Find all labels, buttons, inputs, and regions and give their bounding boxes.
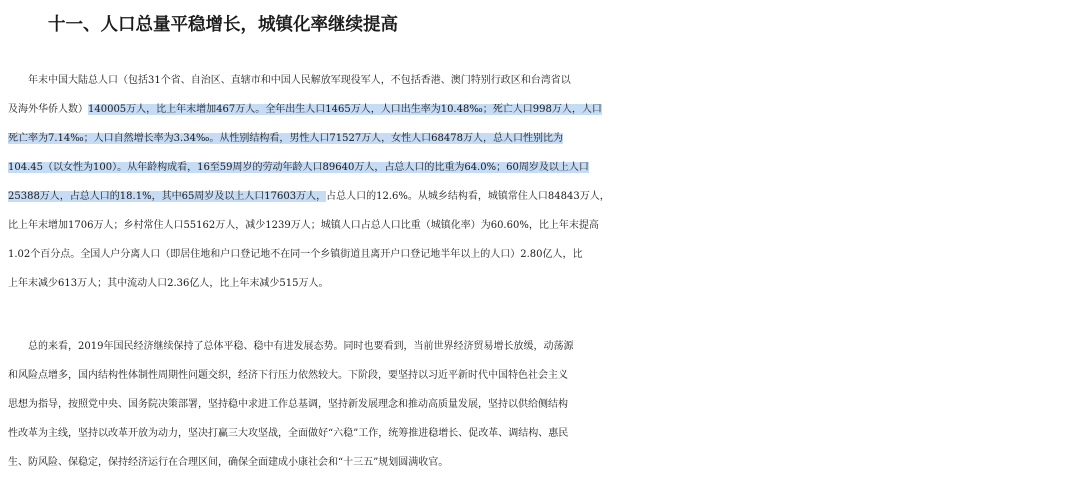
text-line xyxy=(8,332,1078,361)
text-segment: 及海外华侨人数） xyxy=(8,104,88,115)
highlighted-text-segment[interactable]: 140005万人，比上年末增加467万人。全年出生人口1465万人，人口出生率为10.48‰；死亡人口998万人，人口 xyxy=(88,104,602,115)
text-line xyxy=(8,240,1078,269)
text-line xyxy=(8,361,1078,390)
text-line xyxy=(8,211,1078,240)
text-line xyxy=(8,269,1078,298)
text-segment: 总的来看，2019年国民经济继续保持了总体平稳、稳中有进发展态势。同时也要看到，当前世界经济贸易增长放缓，动荡源 xyxy=(8,341,574,352)
text-line xyxy=(8,95,1078,124)
text-line xyxy=(8,182,1078,211)
text-line xyxy=(8,390,1078,419)
text-segment: 比上年末增加1706万人；乡村常住人口55162万人，减少1239万人；城镇人口占总人口比重（城镇化率）为60.60%，比上年末提高 xyxy=(8,220,599,231)
text-line xyxy=(8,448,1078,477)
text-segment: 性改革为主线，坚持以改革开放为动力，坚决打赢三大攻坚战，全面做好“六稳”工作，统筹推进稳增长、促改革、调结构、惠民 xyxy=(8,428,569,439)
text-line xyxy=(8,66,1078,95)
section-heading: 十一、人口总量平稳增长，城镇化率继续提高 xyxy=(48,15,398,35)
text-segment: 生、防风险、保稳定，保持经济运行在合理区间，确保全面建成小康社会和“十三五”规划圆满收官。 xyxy=(8,457,449,468)
text-line xyxy=(8,124,1078,153)
text-segment: 思想为指导，按照党中央、国务院决策部署，坚持稳中求进工作总基调，坚持新发展理念和推动高质量发展，坚持以供给侧结构 xyxy=(8,399,568,410)
highlighted-text-segment[interactable]: 死亡率为7.14‰；人口自然增长率为3.34‰。从性别结构看，男性人口71527万人，女性人口68478万人，总人口性别比为 xyxy=(8,133,563,144)
text-segment: 1.02个百分点。全国人户分离人口（即居住地和户口登记地不在同一个乡镇街道且离开户口登记地半年以上的人口）2.80亿人，比 xyxy=(8,249,583,260)
paragraph-summary xyxy=(8,332,1078,477)
text-line xyxy=(8,419,1078,448)
text-segment: 和风险点增多，国内结构性体制性周期性问题交织，经济下行压力依然较大。下阶段，要坚持以习近平新时代中国特色社会主义 xyxy=(8,370,568,381)
text-segment: 占总人口的12.6%。从城乡结构看，城镇常住人口84843万人， xyxy=(326,191,610,202)
highlighted-text-segment[interactable]: 104.45（以女性为100）。从年龄构成看，16至59周岁的劳动年龄人口89640万人，占总人口的比重为64.0%；60周岁及以上人口 xyxy=(8,162,589,173)
text-segment: 年末中国大陆总人口（包括31个省、自治区、直辖市和中国人民解放军现役军人，不包括香港、澳门特别行政区和台湾省以 xyxy=(8,75,571,86)
paragraph-population xyxy=(8,66,1078,298)
text-line xyxy=(8,153,1078,182)
highlighted-text-segment[interactable]: 25388万人，占总人口的18.1%，其中65周岁及以上人口17603万人， xyxy=(8,191,327,202)
text-segment: 上年末减少613万人；其中流动人口2.36亿人，比上年末减少515万人。 xyxy=(8,278,329,289)
